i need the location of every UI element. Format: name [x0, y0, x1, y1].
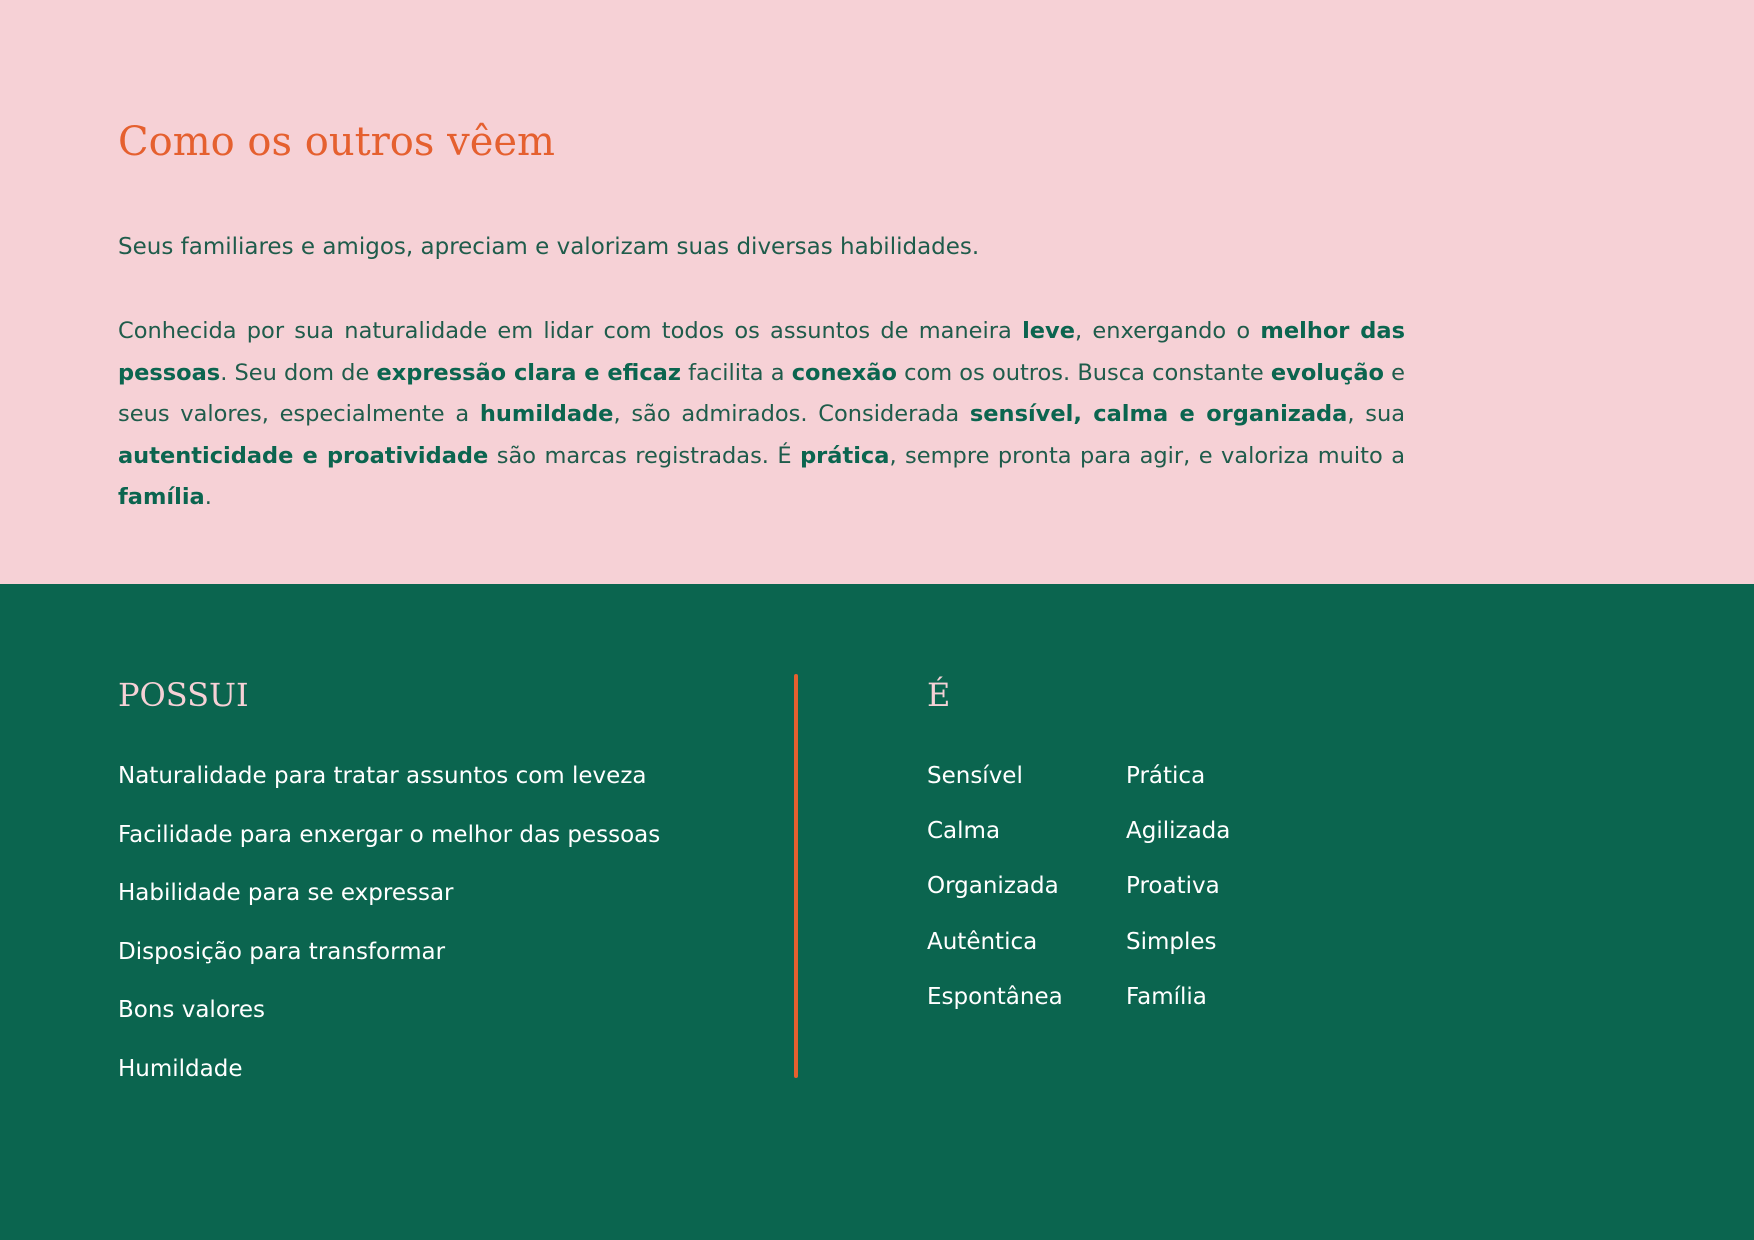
list-item: Espontânea [927, 983, 1063, 1010]
list-item: Humildade [118, 1055, 243, 1082]
highlight-text: leve [1022, 318, 1075, 344]
paragraph-text: são marcas registradas. É [488, 442, 801, 469]
list-item: Proativa [1126, 873, 1220, 900]
list-item: Família [1126, 983, 1207, 1010]
highlight-text: sensível, calma e organizada [969, 401, 1348, 427]
paragraph-text: Conhecida por sua naturalidade em lidar com todos os assuntos de maneira [118, 318, 1023, 344]
list-item: Habilidade para se expressar [118, 880, 454, 907]
paragraph-text: , enxergando o [1074, 318, 1261, 344]
possui-list [118, 756, 660, 1108]
highlight-text: autenticidade e proatividade [118, 442, 489, 469]
highlight-text: evolução [1270, 359, 1384, 386]
list-item: Naturalidade para tratar assuntos com leveza [118, 763, 647, 789]
highlight-text: prática [800, 442, 890, 469]
page-title: Como os outros vêem [118, 119, 555, 165]
list-item: Agilizada [1126, 818, 1231, 845]
paragraph-text: . Seu dom de [220, 359, 377, 386]
intro-text: Seus familiares e amigos, apreciam e valorizam suas diversas habilidades. [118, 234, 980, 260]
list-item: Facilidade para enxergar o melhor das pessoas [118, 821, 661, 848]
possui-heading: POSSUI [118, 676, 249, 714]
list-item: Simples [1126, 928, 1217, 955]
description-paragraph [118, 311, 1405, 519]
paragraph-text: com os outros. Busca constante [896, 359, 1271, 386]
top-section [0, 0, 1754, 584]
paragraph-text: , são admirados. Considerada [613, 401, 970, 427]
highlight-text: conexão [791, 359, 897, 386]
paragraph-text: . [204, 484, 212, 510]
e-list-column-1 [927, 756, 1063, 1032]
e-heading: É [927, 676, 951, 714]
paragraph-text: e seus valores, especialmente a [118, 359, 1406, 427]
paragraph-text: , sempre pronta para agir, e valoriza muito a [889, 442, 1405, 469]
list-item: Bons valores [118, 997, 265, 1024]
list-item: Disposição para transformar [118, 938, 446, 965]
list-item: Calma [927, 818, 1001, 845]
list-item: Autêntica [927, 928, 1038, 955]
list-item: Sensível [927, 763, 1023, 789]
column-divider [794, 674, 798, 1078]
highlight-text: melhor das pessoas [118, 318, 1405, 386]
highlight-text: humildade [479, 401, 614, 427]
list-item: Prática [1126, 763, 1206, 789]
e-list-column-2 [1126, 756, 1230, 1032]
highlight-text: família [118, 484, 205, 510]
paragraph-text: facilita a [680, 359, 792, 386]
highlight-text: expressão clara e eficaz [376, 359, 681, 386]
paragraph-text: , sua [1347, 401, 1406, 427]
list-item: Organizada [927, 873, 1059, 900]
